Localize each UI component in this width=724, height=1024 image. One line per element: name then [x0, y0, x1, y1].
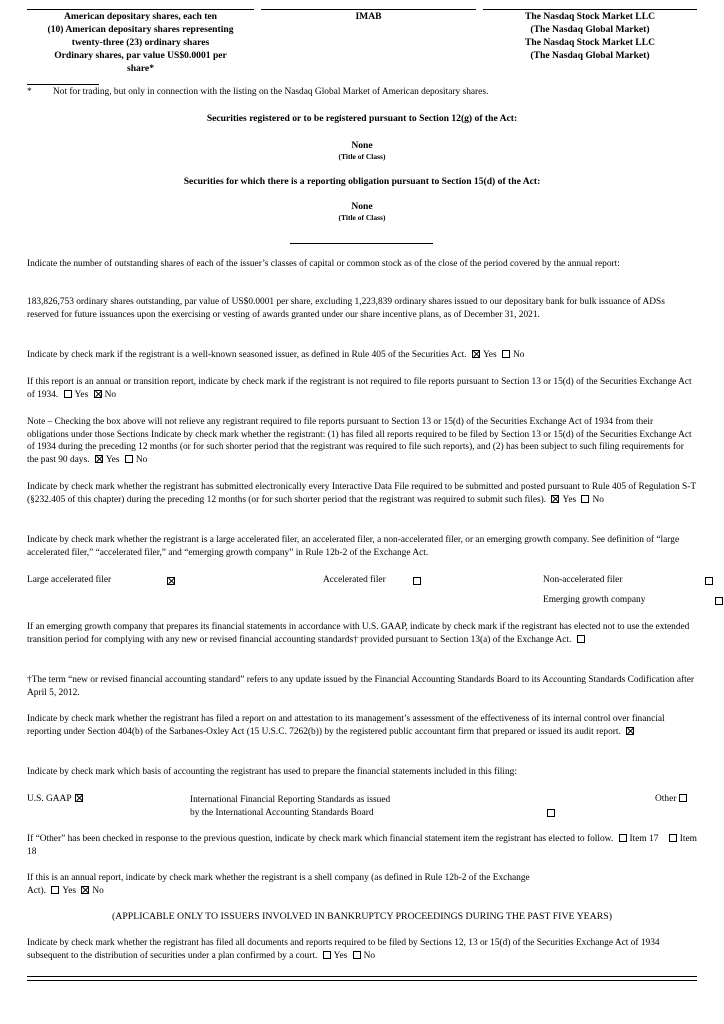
large-accelerated-label: Large accelerated filer: [27, 575, 112, 585]
shell-yes-label: Yes: [62, 885, 76, 896]
footnote-text: Not for trading, but only in connection with the listing on the Nasdaq Global Market of American depositary shares.: [53, 87, 489, 97]
shell-no-checkbox[interactable]: [81, 886, 89, 894]
outstanding-answer: 183,826,753 ordinary shares outstanding, par value of US$0.0001 per share, excluding 1,223,839 ordinary shares issued to our depositary bank for bulk issuance of ADSs reserved for future issuances upon the exercising or vesting of awards granted under our share incentive plans, as of December 31, 2021.: [27, 297, 665, 320]
attestation-text: Indicate by check mark whether the registrant has filed a report on and attestation to its management’s assessment of the effectiveness of its internal control over financial reporting under Section 404(b) of the Sarbanes-Oxley Act (15 U.S.C. 7262(b)) by the registered public accountant firm that prepared or issued its audit report.: [27, 714, 665, 737]
attestation-checkbox[interactable]: [626, 727, 634, 735]
other-item-question: [27, 833, 697, 858]
section-15d-heading: Securities for which there is a reporting obligation pursuant to Section 15(d) of the Act:: [183, 176, 541, 187]
other-basis-checkbox[interactable]: [679, 794, 687, 802]
other-item-text: If “Other” has been checked in response to the previous question, indicate by check mark which financial statement item the registrant has elected to follow.: [27, 834, 614, 844]
filed-reports-yes-checkbox[interactable]: [95, 455, 103, 463]
not-required-no-checkbox[interactable]: [94, 390, 102, 398]
egc-question: [27, 621, 697, 646]
security-title-line: (10) American depositary shares representing: [47, 24, 234, 35]
outstanding-question: Indicate the number of outstanding shares of each of the issuer’s classes of capital or common stock as of the close of the period covered by the annual report:: [27, 259, 620, 269]
accelerated-label: Accelerated filer: [323, 575, 386, 585]
seasoned-yes-label: Yes: [482, 350, 497, 360]
ifrs-label-line2: by the International Accounting Standards Board: [190, 807, 374, 818]
emerging-growth-label: Emerging growth company: [543, 595, 646, 605]
us-gaap-label: U.S. GAAP: [27, 794, 72, 804]
filed-reports-yes-label: Yes: [105, 454, 120, 465]
basis-question: Indicate by check mark which basis of accounting the registrant has used to prepare the financial statements included in this filing:: [27, 767, 517, 777]
item17-checkbox[interactable]: [619, 834, 627, 842]
filed-reports-no-label: No: [135, 454, 148, 465]
non-accelerated-checkbox[interactable]: [705, 577, 713, 585]
exchange-line: The Nasdaq Stock Market LLC: [524, 37, 656, 48]
filed-reports-no-checkbox[interactable]: [125, 455, 133, 463]
seasoned-no-label: No: [512, 350, 525, 360]
interactive-data-question: [27, 481, 697, 506]
item17-label: Item 17: [629, 834, 659, 844]
filed-reports-question: [27, 416, 697, 466]
bankruptcy-no-checkbox[interactable]: [353, 951, 361, 959]
section-12g-caption: (Title of Class): [338, 152, 386, 161]
ifrs-checkbox[interactable]: [547, 809, 555, 817]
footnote-rule: [27, 84, 99, 85]
shell-company-question: [27, 872, 697, 897]
bankruptcy-question: [27, 937, 697, 962]
not-required-yes-label: Yes: [74, 389, 89, 400]
dagger-note: †The term “new or revised financial accounting standard” refers to any update issued by the Financial Accounting Standards Board to its Accounting Standards Codification after April 5, 2012.: [27, 675, 694, 698]
not-required-question: [27, 376, 697, 401]
seasoned-issuer-question: [27, 349, 697, 362]
security-title-line: American depositary shares, each ten: [63, 11, 218, 22]
security-title-line: share*: [126, 63, 154, 74]
bankruptcy-yes-label: Yes: [333, 950, 348, 961]
other-basis-label: Other: [655, 794, 677, 804]
security-title-cell: [27, 10, 254, 75]
non-accelerated-label: Non-accelerated filer: [543, 575, 623, 585]
not-required-yes-checkbox[interactable]: [64, 390, 72, 398]
security-title-line: Ordinary shares, par value US$0.0001 per: [54, 50, 227, 61]
trading-symbol-cell: [261, 10, 476, 23]
interactive-no-checkbox[interactable]: [581, 495, 589, 503]
filed-reports-text: Note – Checking the box above will not relieve any registrant required to file reports pursuant to Section 13 or 15(d) of the Securities Exchange Act of 1934 from their obligations under those Sections Indicate by check mark whether the registrant: (1) has filed all reports required to be filed by Section 13 or 15(d) of the Securities Exchange Act of 1934 during the preceding 12 months (or for such shorter period that the registrant was required to file such reports), and (2) has been subject to such filing requirements for the past 90 days.: [27, 417, 692, 465]
attestation-question: [27, 713, 697, 738]
filer-type-question: Indicate by check mark whether the registrant is a large accelerated filer, an accelerated filer, a non-accelerated filer, or an emerging growth company. See definition of “large accelerated filer,” “accelerated filer,” and “emerging growth company” in Rule 12b-2 of the Exchange Act.: [27, 535, 680, 558]
bottom-rule-top: [27, 976, 697, 977]
interactive-no-label: No: [592, 494, 604, 505]
exchange-line: The Nasdaq Stock Market LLC: [524, 11, 656, 22]
seasoned-issuer-text: Indicate by check mark if the registrant is a well-known seasoned issuer, as defined in Rule 405 of the Securities Act.: [27, 350, 467, 360]
shell-yes-checkbox[interactable]: [51, 886, 59, 894]
bankruptcy-yes-checkbox[interactable]: [323, 951, 331, 959]
item18-label: Item 18: [27, 834, 697, 857]
bankruptcy-heading: (APPLICABLE ONLY TO ISSUERS INVOLVED IN BANKRUPTCY PROCEEDINGS DURING THE PAST FIVE YEARS): [112, 911, 612, 922]
ifrs-label-line1: International Financial Reporting Standards as issued: [190, 795, 391, 805]
seasoned-no-checkbox[interactable]: [502, 350, 510, 358]
section-12g-value: None: [351, 140, 373, 151]
section-15d-value: None: [351, 201, 373, 212]
shell-no-label: No: [92, 885, 104, 896]
us-gaap-option: [27, 794, 86, 804]
seasoned-yes-checkbox[interactable]: [472, 350, 480, 358]
bottom-rule-bottom: [27, 980, 697, 981]
exchange-cell: [483, 10, 697, 62]
not-required-no-label: No: [104, 389, 117, 400]
item18-checkbox[interactable]: [669, 834, 677, 842]
section-15d-caption: (Title of Class): [338, 213, 386, 222]
interactive-yes-checkbox[interactable]: [551, 495, 559, 503]
egc-checkbox[interactable]: [577, 635, 585, 643]
shell-text-line2: Act).: [27, 885, 47, 896]
interactive-yes-label: Yes: [562, 494, 577, 505]
exchange-line: (The Nasdaq Global Market): [530, 24, 650, 35]
large-accelerated-checkbox[interactable]: [167, 577, 175, 585]
egc-text: If an emerging growth company that prepares its financial statements in accordance with U.S. GAAP, indicate by check mark if the registrant has elected not to use the extended transition period for complying with any new or revised financial accounting standards† provided pursuant to Section 13(a) of the Exchange Act.: [27, 622, 690, 645]
bankruptcy-text: Indicate by check mark whether the registrant has filed all documents and reports required to be filed by Sections 12, 13 or 15(d) of the Securities Exchange Act of 1934 subsequent to the distribution of securities under a plan confirmed by a court.: [27, 938, 660, 961]
trading-symbol: IMAB: [355, 11, 382, 22]
other-basis-option: [655, 794, 690, 804]
emerging-growth-checkbox[interactable]: [715, 597, 723, 605]
us-gaap-checkbox[interactable]: [75, 794, 83, 802]
accelerated-checkbox[interactable]: [413, 577, 421, 585]
shell-text-line2-row: [27, 885, 697, 898]
bankruptcy-no-label: No: [363, 950, 376, 961]
interactive-data-text: Indicate by check mark whether the registrant has submitted electronically every Interactive Data File required to be submitted and posted pursuant to Rule 405 of Regulation S-T (§232.405 of this chapter) during the preceding 12 months (or for such shorter period that the registrant was required to submit such files).: [27, 482, 696, 505]
footnote-mark: *: [27, 87, 32, 97]
security-title-line: twenty-three (23) ordinary shares: [71, 37, 210, 48]
not-required-text: If this report is an annual or transition report, indicate by check mark if the registrant is not required to file reports pursuant to Section 13 or 15(d) of the Securities Exchange Act of 1934.: [27, 377, 692, 400]
section-12g-heading: Securities registered or to be registered pursuant to Section 12(g) of the Act:: [206, 113, 518, 124]
ifrs-option: [190, 794, 390, 819]
separator-rule: [290, 243, 433, 244]
exchange-line: (The Nasdaq Global Market): [530, 50, 650, 61]
shell-text-line1: If this is an annual report, indicate by check mark whether the registrant is a shell company (as defined in Rule 12b-2 of the Exchange: [27, 873, 530, 883]
